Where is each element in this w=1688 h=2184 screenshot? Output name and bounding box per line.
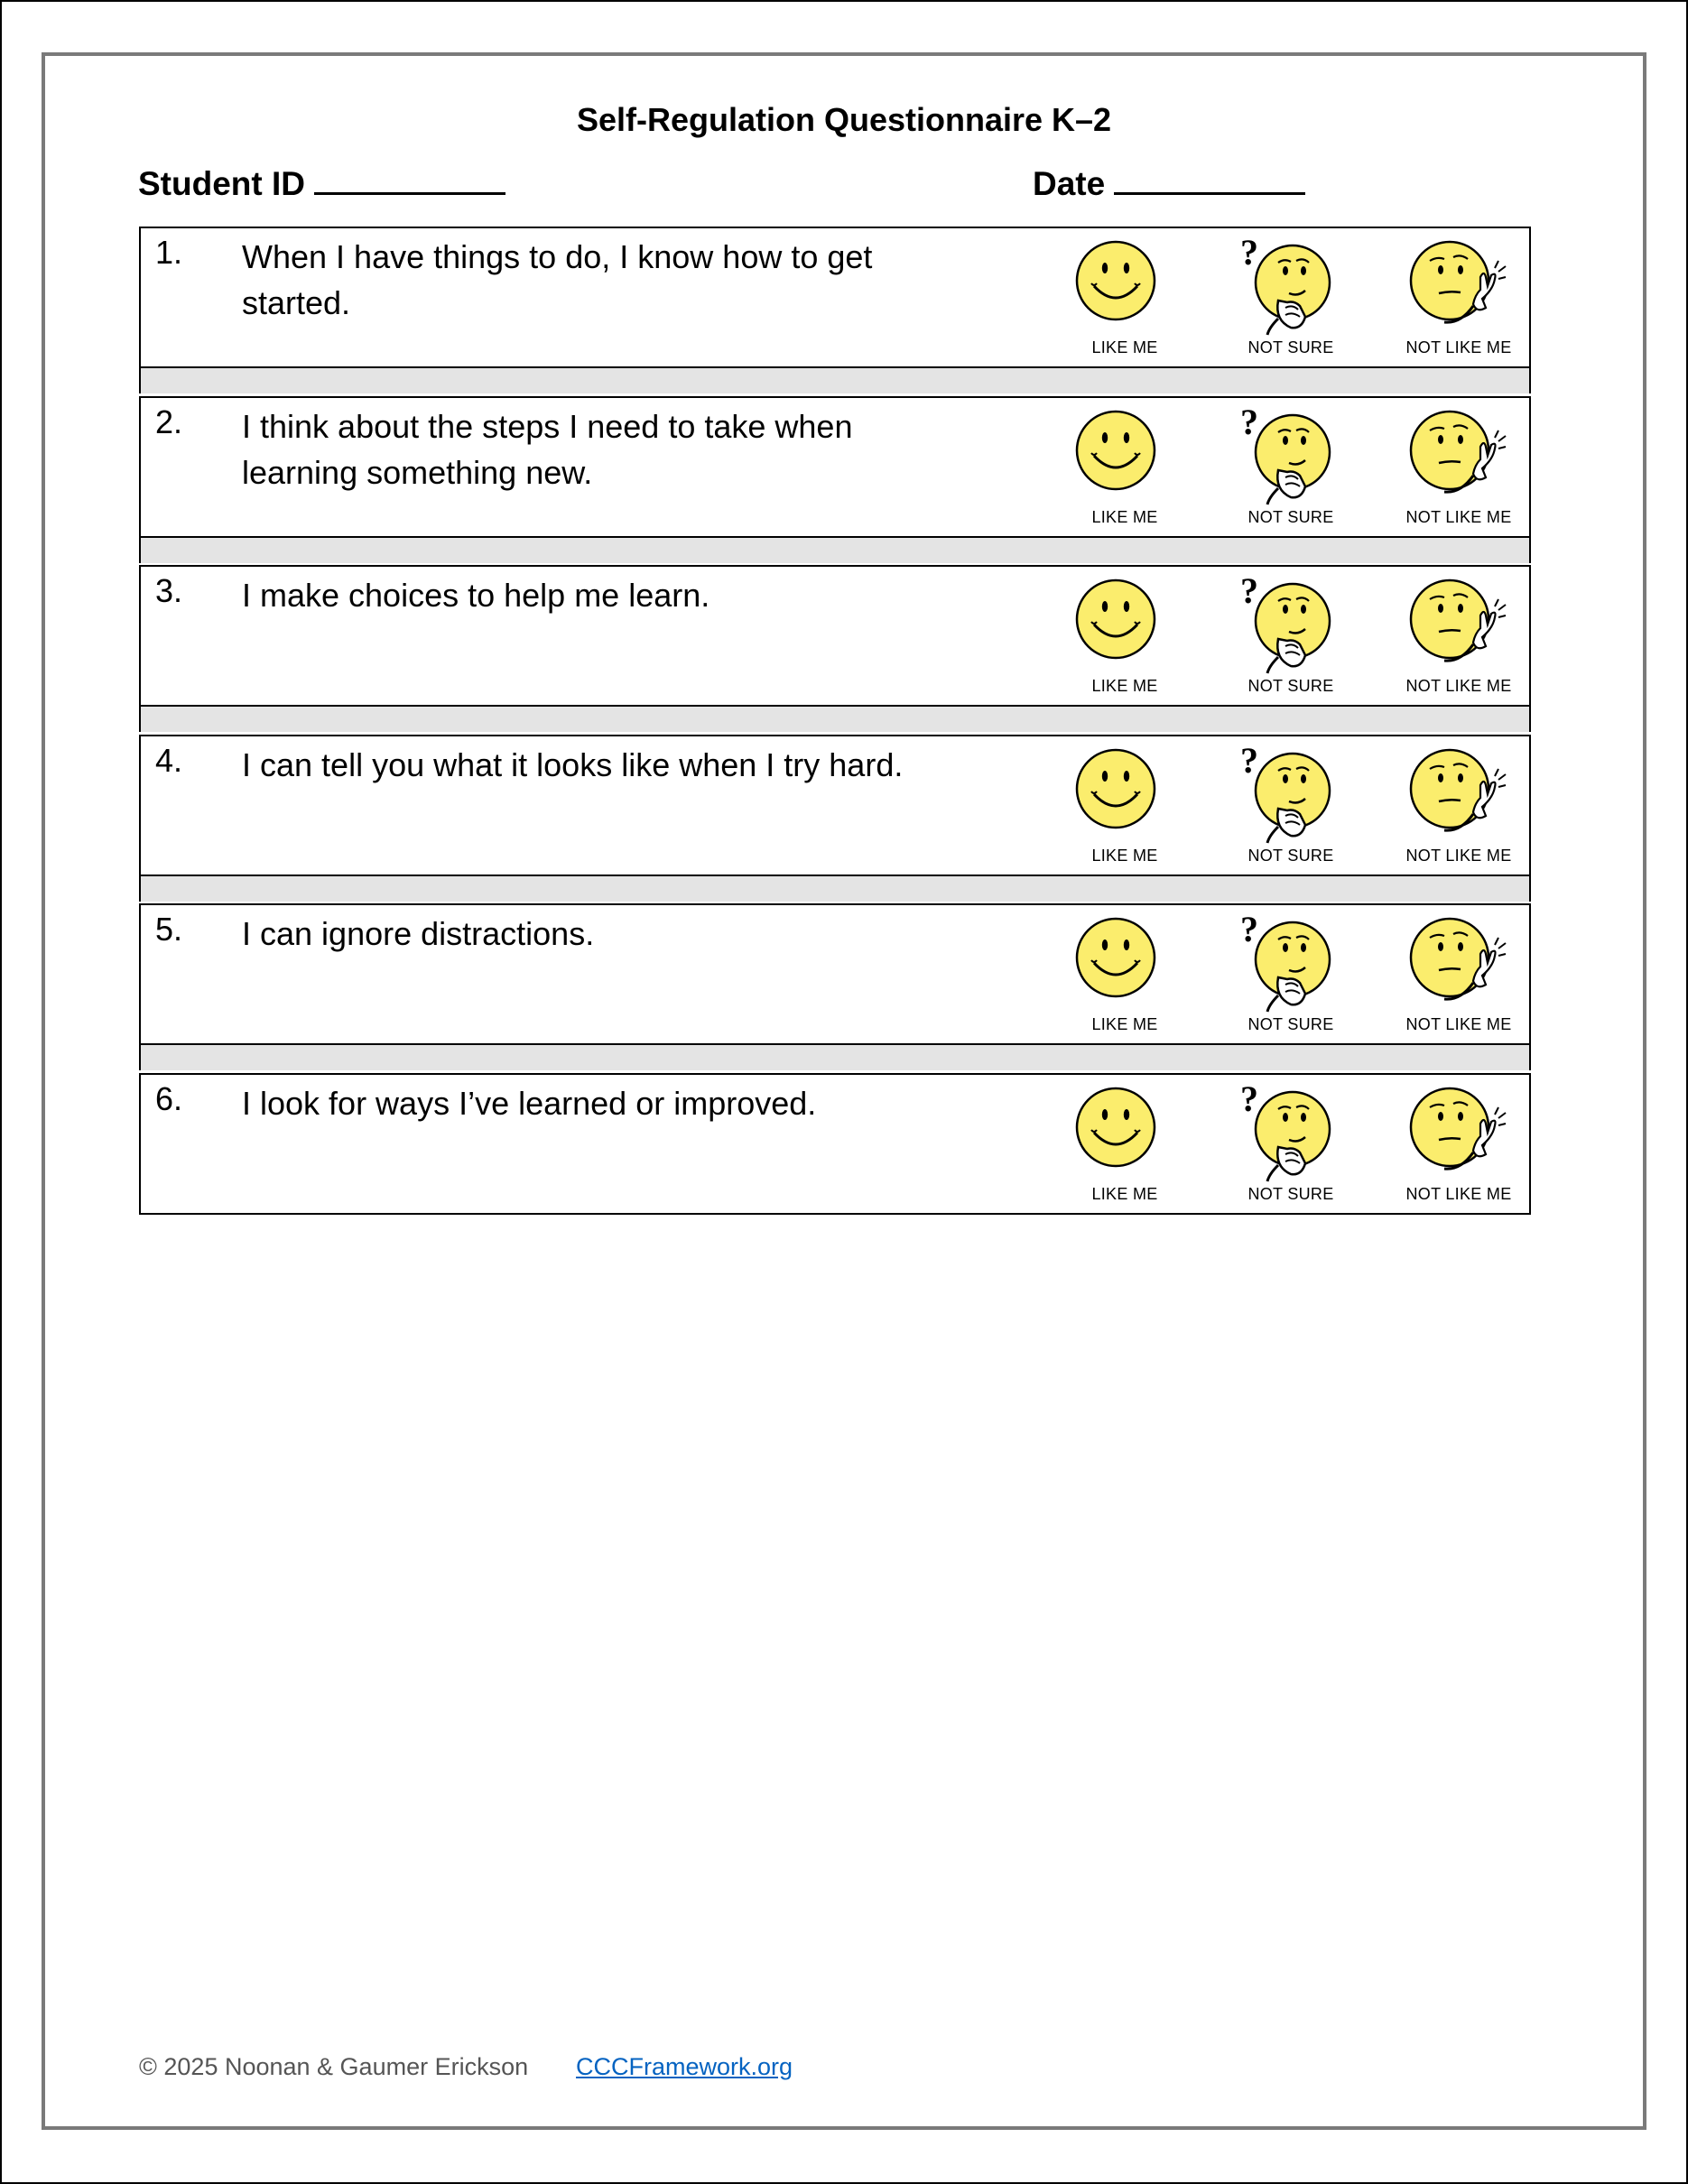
student-id-field[interactable] [138,165,505,203]
option-not-like-me[interactable] [1377,411,1540,528]
svg-text:?: ? [1240,909,1258,949]
option-label: LIKE ME [1091,508,1158,526]
question-number: 1. [155,234,183,271]
thinking-face-icon [1240,909,1341,1012]
thinking-face-icon [1240,232,1341,335]
option-not-sure[interactable] [1210,570,1372,697]
option-label: NOT SURE [1247,1185,1334,1203]
question-number: 5. [155,911,183,948]
smiley-face-icon [1076,411,1175,504]
option-label: LIKE ME [1091,1185,1158,1203]
option-like-me[interactable] [1043,579,1206,697]
option-not-sure[interactable] [1210,740,1372,866]
skeptical-face-icon [1410,918,1509,1012]
skeptical-face-icon [1410,241,1509,335]
svg-text:?: ? [1240,570,1258,611]
option-not-sure[interactable] [1210,232,1372,358]
smiley-face-icon [1076,918,1175,1012]
option-label: NOT LIKE ME [1405,338,1512,356]
option-not-like-me[interactable] [1377,749,1540,866]
thinking-face-icon [1240,740,1341,843]
student-id-label: Student ID [138,165,305,202]
smiley-face-icon [1076,579,1175,673]
option-not-sure[interactable] [1210,1078,1372,1205]
question-number: 2. [155,403,183,440]
footer-link[interactable]: CCCFramework.org [576,2053,793,2080]
skeptical-face-icon [1410,1087,1509,1181]
option-like-me[interactable] [1043,411,1206,528]
question-text: I can tell you what it looks like when I try hard. [242,746,904,783]
option-label: NOT SURE [1247,508,1334,526]
svg-text:?: ? [1240,740,1258,781]
question-number: 3. [155,572,183,609]
option-not-sure[interactable] [1210,402,1372,528]
thinking-face-icon [1240,1078,1341,1181]
thinking-face-icon [1240,570,1341,673]
option-not-like-me[interactable] [1377,241,1540,358]
skeptical-face-icon [1410,749,1509,843]
date-blank[interactable] [1114,165,1305,195]
question-text: When I have things to do, I know how to get started. [242,238,873,321]
question-row [139,396,1531,538]
svg-text:?: ? [1240,1078,1258,1119]
row-separator [139,707,1531,732]
svg-text:?: ? [1240,402,1258,442]
option-label: NOT LIKE ME [1405,847,1512,865]
option-label: NOT LIKE ME [1405,1185,1512,1203]
row-separator [139,1045,1531,1070]
option-like-me[interactable] [1043,241,1206,358]
smiley-face-icon [1076,241,1175,335]
date-field[interactable] [1033,165,1305,203]
question-text: I think about the steps I need to take when learning something new. [242,408,853,491]
date-label: Date [1033,165,1106,202]
option-label: LIKE ME [1091,847,1158,865]
option-label: NOT SURE [1247,677,1334,695]
question-number: 4. [155,742,183,779]
option-like-me[interactable] [1043,749,1206,866]
option-label: NOT SURE [1247,1015,1334,1033]
question-row [139,903,1531,1045]
option-label: NOT LIKE ME [1405,508,1512,526]
row-separator [139,538,1531,563]
question-row [139,227,1531,368]
option-like-me[interactable] [1043,918,1206,1035]
question-text: I look for ways I’ve learned or improved. [242,1085,817,1122]
question-text: I can ignore distractions. [242,915,595,952]
svg-text:?: ? [1240,232,1258,273]
footer-copyright: © 2025 Noonan & Gaumer Erickson [139,2053,529,2080]
option-not-like-me[interactable] [1377,1087,1540,1205]
smiley-face-icon [1076,1087,1175,1181]
option-label: LIKE ME [1091,1015,1158,1033]
student-id-blank[interactable] [314,165,505,195]
thinking-face-icon [1240,402,1341,504]
option-label: NOT LIKE ME [1405,677,1512,695]
row-separator [139,876,1531,902]
option-label: LIKE ME [1091,677,1158,695]
option-label: NOT LIKE ME [1405,1015,1512,1033]
question-row [139,1073,1531,1215]
page-title: Self-Regulation Questionnaire K–2 [576,101,1112,138]
question-row [139,565,1531,707]
option-not-like-me[interactable] [1377,918,1540,1035]
option-like-me[interactable] [1043,1087,1206,1205]
option-not-sure[interactable] [1210,909,1372,1035]
option-label: LIKE ME [1091,338,1158,356]
smiley-face-icon [1076,749,1175,843]
skeptical-face-icon [1410,411,1509,504]
option-label: NOT SURE [1247,338,1334,356]
skeptical-face-icon [1410,579,1509,673]
row-separator [139,368,1531,393]
question-text: I make choices to help me learn. [242,577,710,614]
option-label: NOT SURE [1247,847,1334,865]
question-number: 6. [155,1080,183,1117]
question-row [139,735,1531,876]
option-not-like-me[interactable] [1377,579,1540,697]
